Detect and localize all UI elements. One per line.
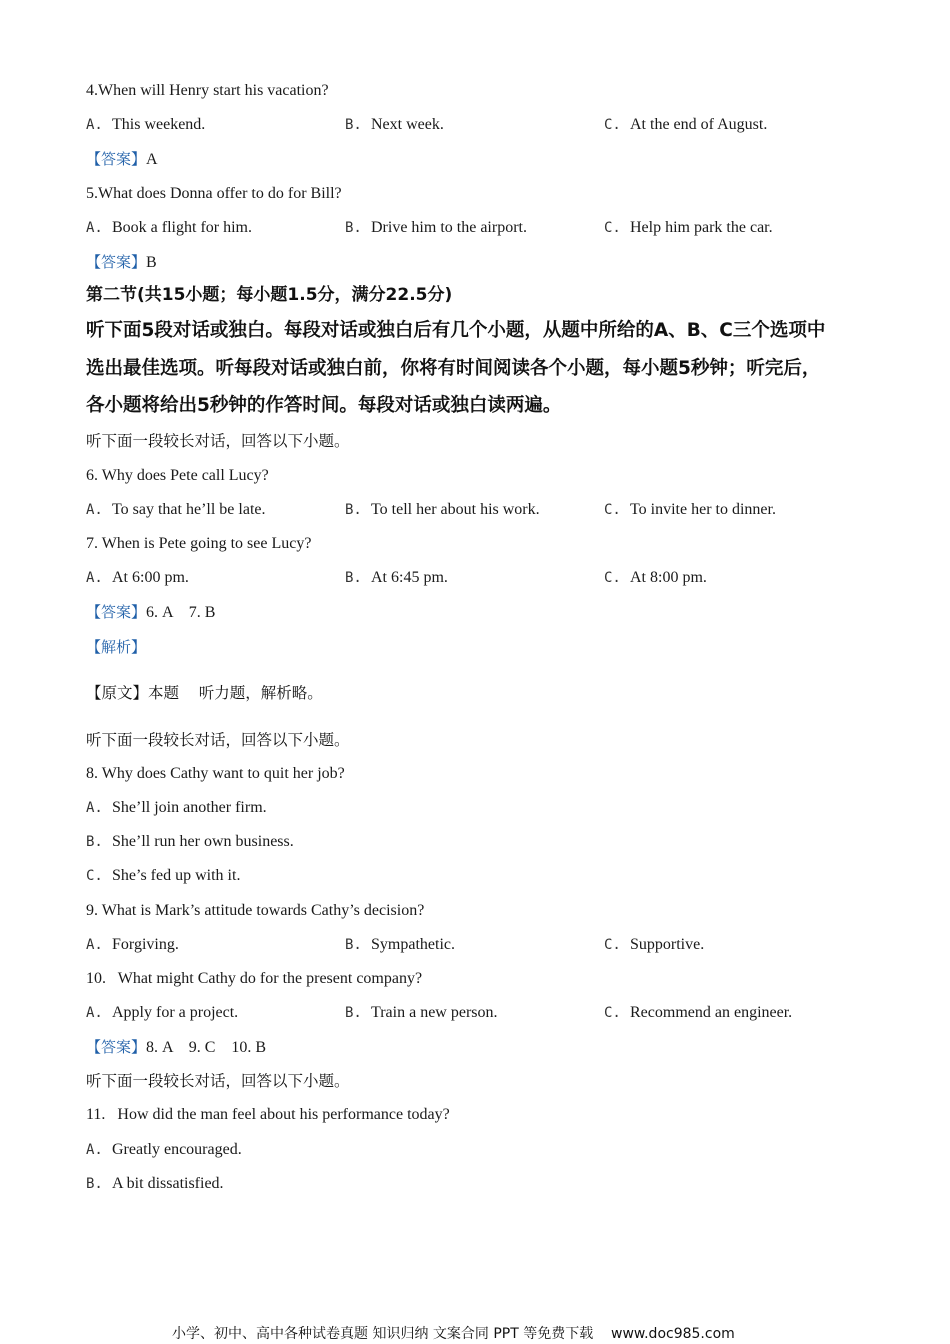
question-4-options xyxy=(86,115,886,135)
question-6-options xyxy=(86,500,886,520)
original-text: 【原文】本题 听力题，解析略。 xyxy=(86,684,323,702)
instructions-line-3: 各小题将给出5秒钟的作答时间。每段对话或独白读两遍。 xyxy=(86,395,562,416)
option-c: C. At 8:00 pm. xyxy=(604,569,707,586)
question-5-options xyxy=(86,218,886,238)
option-b: B. At 6:45 pm. xyxy=(345,569,448,586)
option-a: A. Forgiving. xyxy=(86,936,179,953)
question-7: 7. When is Pete going to see Lucy? xyxy=(86,535,312,552)
option-c: C. To invite her to dinner. xyxy=(604,501,776,518)
option-b: B. Drive him to the airport. xyxy=(345,219,527,236)
question-9: 9. What is Mark’s attitude towards Cathy’s decision? xyxy=(86,902,425,919)
answer-6-7: 【答案】6. A 7. B xyxy=(86,603,216,621)
question-7-options xyxy=(86,568,886,588)
instructions-line-1: 听下面5段对话或独白。每段对话或独白后有几个小题，从题中所给的A、B、C三个选项中 xyxy=(86,320,826,341)
group-intro: 听下面一段较长对话，回答以下小题。 xyxy=(86,432,350,450)
question-11-option-b: B. A bit dissatisfied. xyxy=(86,1175,224,1192)
analysis-tag: 【解析】 xyxy=(86,638,147,656)
option-c: C. At the end of August. xyxy=(604,116,768,133)
question-10: 10. What might Cathy do for the present company? xyxy=(86,970,423,987)
question-4: 4.When will Henry start his vacation? xyxy=(86,82,329,99)
question-6: 6. Why does Pete call Lucy? xyxy=(86,467,269,484)
option-b: B. Sympathetic. xyxy=(345,936,455,953)
question-10-options xyxy=(86,1003,886,1023)
group-intro: 听下面一段较长对话，回答以下小题。 xyxy=(86,731,350,749)
question-9-options xyxy=(86,935,886,955)
section-heading: 第二节(共15小题；每小题1.5分，满分22.5分) xyxy=(86,285,453,305)
answer-4: 【答案】A xyxy=(86,150,158,168)
option-c: C. Help him park the car. xyxy=(604,219,773,236)
option-c: C. Supportive. xyxy=(604,936,705,953)
question-5: 5.What does Donna offer to do for Bill? xyxy=(86,185,342,202)
group-intro: 听下面一段较长对话，回答以下小题。 xyxy=(86,1072,350,1090)
question-11-option-a: A. Greatly encouraged. xyxy=(86,1141,242,1158)
option-b: B. Train a new person. xyxy=(345,1004,498,1021)
page-footer: 小学、初中、高中各种试卷真题 知识归纳 文案合同 PPT 等免费下载 www.doc985.com xyxy=(172,1326,735,1342)
option-a: A. Apply for a project. xyxy=(86,1004,239,1021)
question-8: 8. Why does Cathy want to quit her job? xyxy=(86,765,345,782)
question-8-option-c: C. She’s fed up with it. xyxy=(86,867,241,884)
option-a: A. To say that he’ll be late. xyxy=(86,501,266,518)
instructions-line-2: 选出最佳选项。听每段对话或独白前，你将有时间阅读各个小题，每小题5秒钟；听完后， xyxy=(86,358,821,379)
question-11: 11. How did the man feel about his performance today? xyxy=(86,1106,450,1123)
option-a: A. At 6:00 pm. xyxy=(86,569,189,586)
option-b: B. Next week. xyxy=(345,116,444,133)
option-c: C. Recommend an engineer. xyxy=(604,1004,793,1021)
option-a: A. This weekend. xyxy=(86,116,206,133)
answer-5: 【答案】B xyxy=(86,253,157,271)
question-8-option-b: B. She’ll run her own business. xyxy=(86,833,294,850)
answer-8-10: 【答案】8. A 9. C 10. B xyxy=(86,1038,267,1056)
question-8-option-a: A. She’ll join another firm. xyxy=(86,799,267,816)
option-a: A. Book a flight for him. xyxy=(86,219,252,236)
option-b: B. To tell her about his work. xyxy=(345,501,540,518)
